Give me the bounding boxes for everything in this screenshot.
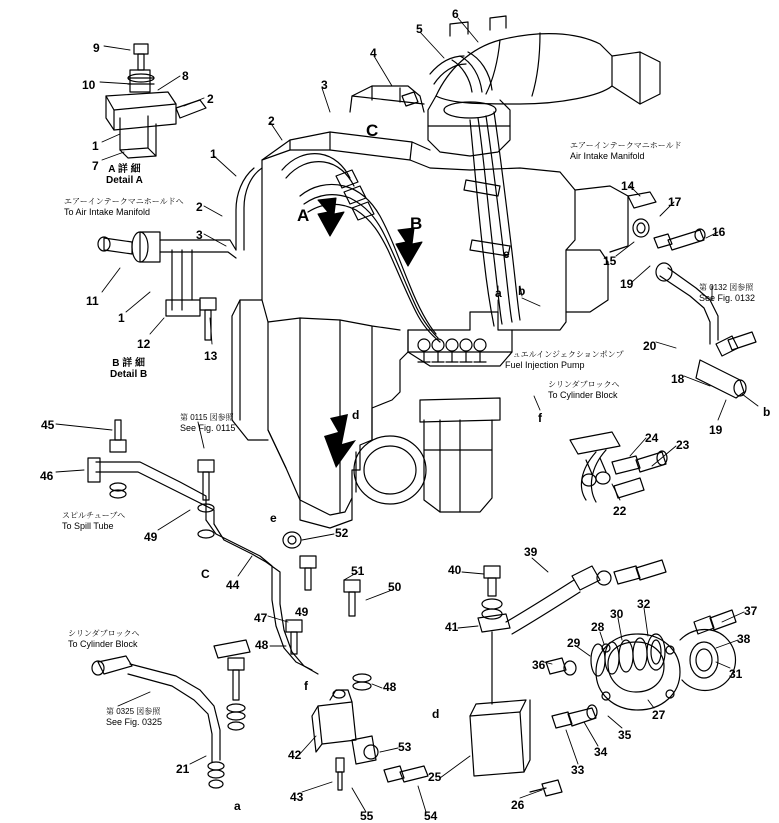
callout-48-a: 48 [255,638,269,652]
callout-3-b: 3 [196,228,203,242]
callout-27: 27 [652,708,666,722]
section-marker-a: A [297,206,310,225]
note-en: See Fig. 0325 [106,717,163,727]
note-jp: 第 0132 図参照 [699,283,754,292]
callout-11: 11 [86,294,99,308]
callout-32: 32 [637,597,651,611]
callout-30: 30 [610,607,624,621]
callout-17: 17 [668,195,682,209]
callout-b-2: b [518,284,526,298]
callout-54: 54 [424,809,438,823]
note-en: Air Intake Manifold [570,151,645,161]
note-to-air-intake-manifold [64,197,184,217]
callout-34: 34 [594,745,608,759]
section-marker-c: C [366,121,379,140]
note-en: To Cylinder Block [68,639,138,649]
callout-3-a: 3 [321,78,328,92]
callout-47: 47 [254,611,268,625]
caption-detail-b [110,358,147,380]
callout-28: 28 [591,620,605,634]
callout-23: 23 [676,438,690,452]
callout-31: 31 [729,667,743,681]
callout-45: 45 [41,418,55,432]
note-jp: 第 0325 図参照 [106,707,161,716]
callout-43: 43 [290,790,304,804]
callout-44: 44 [226,578,240,592]
callout-19-a: 19 [620,277,634,291]
callout-50: 50 [388,580,402,594]
note-see-fig-0132 [699,283,755,303]
callout-52: 52 [335,526,349,540]
callout-2-a: 2 [207,92,214,106]
callout-38: 38 [737,632,751,646]
note-to-spill-tube [62,511,125,531]
callout-20: 20 [643,339,657,353]
callout-e-1: e [503,247,510,261]
caption-jp: B 詳 細 [112,358,145,369]
callout-c-2: C [201,567,210,581]
callout-10: 10 [82,78,96,92]
callout-39: 39 [524,545,538,559]
note-to-cylinder-block-right [548,380,620,400]
caption-en: Detail A [106,175,143,186]
note-en: To Cylinder Block [548,390,618,400]
callout-a-1: a [495,286,502,300]
callout-26: 26 [511,798,525,812]
caption-en: Detail B [110,369,148,380]
callout-49-a: 49 [144,530,158,544]
callout-18: 18 [671,372,685,386]
callout-21: 21 [176,762,190,776]
callout-22: 22 [613,504,627,518]
callout-36: 36 [532,658,546,672]
callout-f-1: f [538,411,542,425]
callout-25: 25 [428,770,442,784]
callout-d-2: d [432,707,440,721]
callout-a-2: a [234,799,241,813]
note-to-cylinder-block-left [68,629,140,649]
callout-f-2: f [304,679,308,693]
callout-35: 35 [618,728,632,742]
callout-b-1: b [763,405,771,419]
callout-41: 41 [445,620,459,634]
callout-1-a: 1 [92,139,99,153]
note-jp: 第 0115 図参照 [180,413,234,422]
note-en: To Spill Tube [62,521,114,531]
callout-8: 8 [182,69,189,83]
callout-46: 46 [40,469,54,483]
callout-5: 5 [416,22,423,36]
callout-14: 14 [621,179,635,193]
callout-2-c: 2 [196,200,203,214]
callout-16: 16 [712,225,726,239]
section-marker-b: B [410,214,423,233]
note-jp: エアーインテークマニホールド [570,141,682,150]
note-jp: スピルチューブへ [62,511,126,520]
callout-42: 42 [288,748,302,762]
note-fuel-injection-pump [505,350,624,370]
note-see-fig-0325 [106,707,162,727]
callout-e-2: e [270,511,277,525]
note-see-fig-0115 [180,413,235,433]
callout-40: 40 [448,563,462,577]
callout-33: 33 [571,763,585,777]
callout-1-b: 1 [210,147,217,161]
note-jp: フュエルインジェクションポンプ [505,350,624,359]
callout-37: 37 [744,604,758,618]
note-jp: シリンダブロックへ [548,380,620,389]
callout-29: 29 [567,636,581,650]
callout-4: 4 [370,46,377,60]
caption-jp: A 詳 細 [108,164,141,175]
callout-6: 6 [452,7,459,21]
callout-7: 7 [92,159,99,173]
note-jp: シリンダブロックへ [68,629,140,638]
callout-53: 53 [398,740,412,754]
callout-24: 24 [645,431,659,445]
note-jp: エアーインテークマニホールドへ [64,197,184,206]
caption-detail-a [106,164,143,186]
callout-19-b: 19 [709,423,723,437]
note-air-intake-manifold-right [570,141,682,161]
note-en: See Fig. 0115 [180,423,236,433]
callout-55: 55 [360,809,374,823]
callout-d-1: d [352,408,360,422]
callout-9: 9 [93,41,100,55]
note-en: To Air Intake Manifold [64,207,151,217]
callout-12: 12 [137,337,151,351]
note-en: See Fig. 0132 [699,293,756,303]
callout-49-b: 49 [295,605,309,619]
callout-13: 13 [204,349,218,363]
callout-15: 15 [603,254,617,268]
callout-51: 51 [351,564,365,578]
callout-48-b: 48 [383,680,397,694]
callout-1-c: 1 [118,311,125,325]
callout-2-b: 2 [268,114,275,128]
note-en: Fuel Injection Pump [505,360,585,370]
